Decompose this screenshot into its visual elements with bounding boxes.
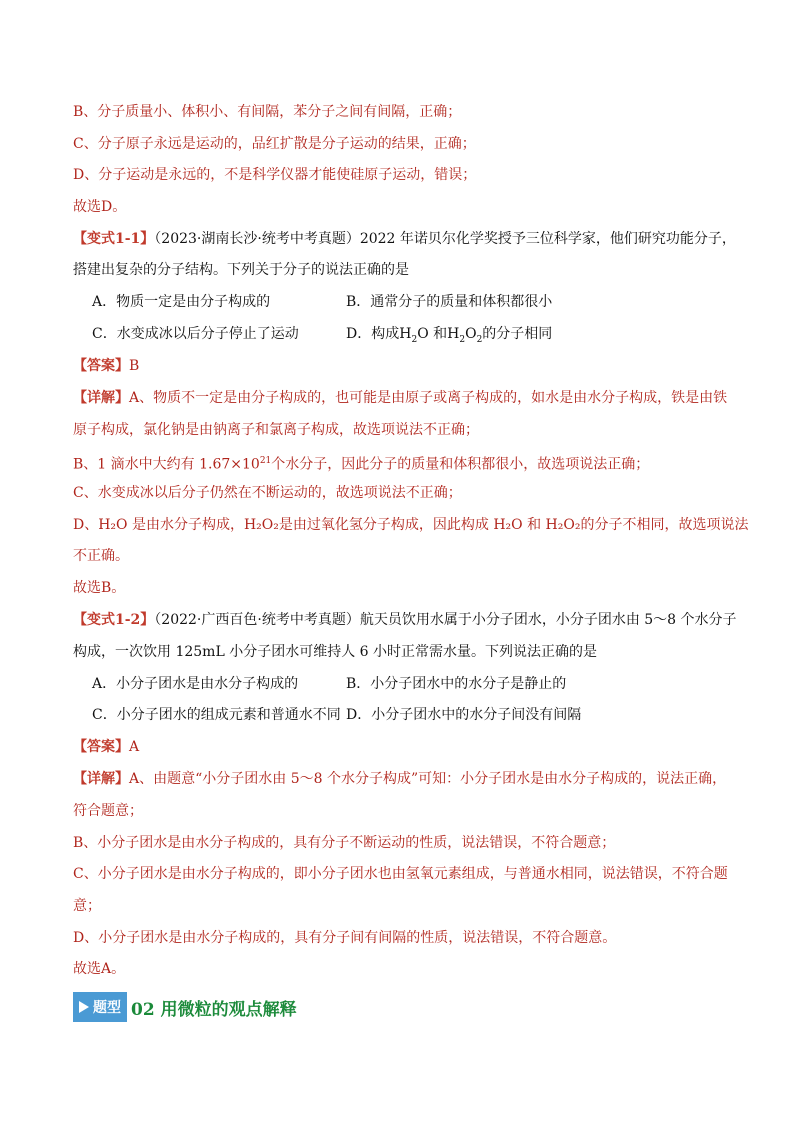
q2-detail-c2: 意； (73, 898, 101, 914)
q2-option-c: C．小分子团水的组成元素和普通水不同 (92, 707, 341, 723)
q2-detail-a2: 符合题意； (73, 803, 143, 819)
q1-option-d-post: 的分子相同 (482, 326, 553, 342)
q2-tag: 【变式1-2】 (73, 612, 155, 628)
q2-answer-tag: 【答案】 (73, 739, 129, 755)
q1-final: 故选B。 (73, 580, 126, 596)
section-header (73, 992, 297, 1022)
q1-detail-a1 (73, 388, 734, 408)
q1-detail-d1: D、H₂O 是由水分子构成，H₂O₂是由过氧化氢分子构成，因此构成 H₂O 和 H₂O₂的分子不相同，故选项说法 (73, 517, 749, 533)
q1-answer-tag: 【答案】 (73, 358, 129, 374)
q2-source: （2022·广西百色·统考中考真题） (154, 612, 360, 628)
q1-option-d-pre: D．构成 (346, 326, 400, 342)
q2-answer (73, 737, 734, 757)
q1-detail-a2: 原子构成，氯化钠是由钠离子和氯离子构成，故选项说法不正确； (73, 422, 479, 438)
q2-detail-a1 (73, 769, 734, 789)
q2-detail-tag: 【详解】 (73, 771, 129, 787)
q2-detail-b: B、小分子团水是由水分子构成的，具有分子不断运动的性质，说法错误，不符合题意； (73, 835, 616, 851)
prev-explanation-c: C、分子原子永远是运动的，品红扩散是分子运动的结果，正确； (73, 136, 476, 152)
q1-option-d-sub3: 2 (476, 334, 483, 345)
q1-detail-tag: 【详解】 (73, 390, 129, 406)
q1-option-c: C．水变成冰以后分子停止了运动 (92, 326, 299, 342)
q1-option-a: A．物质一定是由分子构成的 (92, 294, 271, 310)
q1-option-d (346, 324, 552, 350)
q1-option-d-formula2: H (447, 326, 460, 342)
q1-answer (73, 356, 734, 376)
q1-option-d-sub2: 2 (459, 334, 466, 345)
q2-detail-d: D、小分子团水是由水分子构成的，具有分子间有间隔的性质，说法错误，不符合题意。 (73, 930, 617, 946)
q2-option-b: B．小分子团水中的水分子是静止的 (346, 676, 567, 692)
q2-answer-value: A (129, 739, 140, 755)
q1-detail-a1-text: A、物质不一定是由分子构成的，也可能是由原子或离子构成的，如水是由水分子构成，铁是由铁 (129, 390, 728, 406)
q1-detail-b-post: 个水分子，因此分子的质量和体积都很小，故选项说法正确； (271, 456, 650, 473)
q1-stem-line2: 搭建出复杂的分子结构。下列关于分子的说法正确的是 (73, 262, 409, 278)
section-badge (73, 992, 127, 1022)
section-title: 02 用微粒的观点解释 (131, 999, 297, 1020)
q1-option-d-mid: 和 (428, 326, 448, 342)
q2-option-a: A．小分子团水是由水分子构成的 (92, 676, 299, 692)
q1-source: （2023·湖南长沙·统考中考真题） (154, 231, 360, 247)
q2-stem-line1 (73, 610, 737, 630)
q1-stem-line1 (73, 229, 734, 249)
q1-detail-d2: 不正确。 (73, 548, 129, 564)
section-badge-label: 题型 (93, 1000, 121, 1016)
prev-answer: 故选D。 (73, 199, 127, 215)
q1-option-d-formula2b: O (465, 326, 477, 342)
q2-detail-c1: C、小分子团水是由水分子构成的，即小分子团水也由氢氧元素组成，与普通水相同，说法错误，不符合题 (73, 866, 728, 882)
q1-detail-b-pre: B、1 滴水中大约有 1.67×10 (73, 456, 260, 473)
q1-tag: 【变式1-1】 (73, 231, 155, 247)
q1-option-d-sub1: 2 (411, 334, 418, 345)
q1-detail-b (73, 451, 734, 475)
q1-option-b: B．通常分子的质量和体积都很小 (346, 294, 553, 310)
q1-option-d-formula1b: O (417, 326, 429, 342)
prev-explanation-b: B、分子质量小、体积小、有间隔，苯分子之间有间隔，正确； (73, 104, 462, 120)
q2-stem1: 航天员饮用水属于小分子团水，小分子团水由 5～8 个水分子 (359, 612, 737, 628)
q2-option-d: D．小分子团水中的水分子间没有间隔 (346, 707, 582, 723)
q1-answer-value: B (129, 358, 140, 374)
q1-detail-c: C、水变成冰以后分子仍然在不断运动的，故选项说法不正确； (73, 485, 462, 501)
q2-detail-a1-text: A、由题意“小分子团水由 5～8 个水分子构成”可知：小分子团水是由水分子构成的，说法正确， (129, 771, 727, 787)
prev-explanation-d: D、分子运动是永远的，不是科学仪器才能使硅原子运动，错误； (73, 167, 477, 183)
q1-option-d-formula1: H (399, 326, 412, 342)
q2-final: 故选A。 (73, 961, 126, 977)
q1-stem1: 2022 年诺贝尔化学奖授予三位科学家，他们研究功能分子， (359, 231, 736, 247)
arrow-right-icon (79, 1001, 89, 1013)
q1-detail-b-sup: 21 (259, 456, 272, 466)
q2-stem-line2: 构成，一次饮用 125mL 小分子团水可维持人 6 小时正常需水量。下列说法正确的是 (73, 644, 597, 660)
